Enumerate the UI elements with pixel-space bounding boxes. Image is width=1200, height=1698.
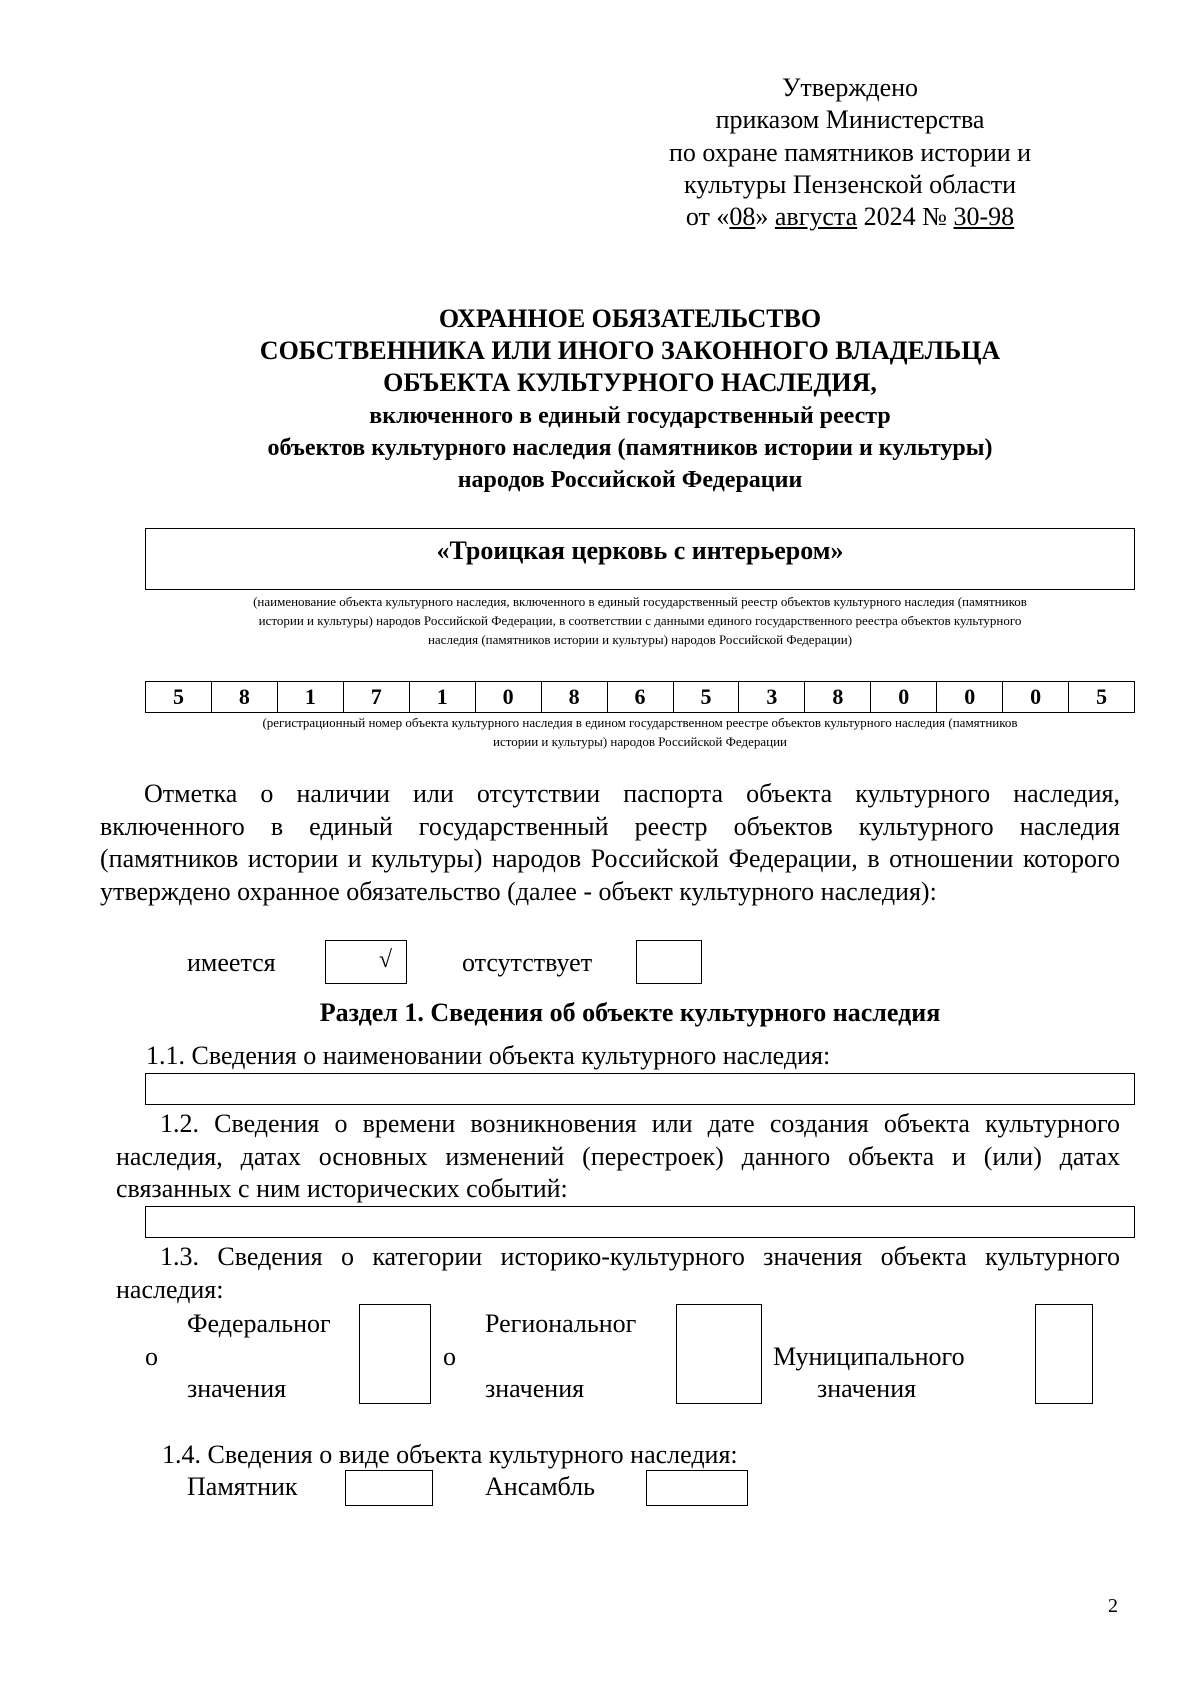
registration-number-row bbox=[145, 681, 1135, 713]
approval-date-line bbox=[600, 201, 1100, 233]
reg-digit-cell: 3 bbox=[739, 682, 805, 712]
federal-label-b: о bbox=[145, 1342, 158, 1371]
reg-digit-cell: 8 bbox=[212, 682, 278, 712]
approval-line-4: культуры Пензенской области bbox=[683, 170, 1017, 199]
approval-line-3: по охране памятников истории и bbox=[668, 138, 1032, 167]
approval-line-1: Утверждено bbox=[781, 73, 919, 102]
object-name: «Троицкая церковь с интерьером» bbox=[436, 536, 844, 565]
monument-label: Памятник bbox=[187, 1472, 298, 1501]
passport-has-label: имеется bbox=[187, 948, 276, 977]
reg-digit-cell: 0 bbox=[1003, 682, 1069, 712]
name-caption-line-3: наследия (памятников истории и культуры) народов Российской Федерации) bbox=[427, 632, 853, 647]
item-1-1-label: 1.1. Сведения о наименовании объекта культурного наследия: bbox=[146, 1041, 831, 1070]
approval-date-prefix: от « bbox=[685, 202, 730, 231]
reg-digit-cell: 5 bbox=[674, 682, 740, 712]
passport-paragraph: Отметка о наличии или отсутствии паспорта объекта культурного наследия, включенного в единый государственный реестр объектов культурного наследия (памятников истории и культуры) народов Российской Федерации, в отношении которого утверждено охранное обязательство (далее - объект культурного наследия): bbox=[100, 779, 1120, 906]
regional-checkbox[interactable] bbox=[676, 1304, 762, 1404]
page-number: 2 bbox=[1108, 1595, 1118, 1617]
approval-month: августа bbox=[774, 202, 858, 231]
approval-line-2: приказом Министерства bbox=[715, 105, 985, 134]
item-1-4-label: 1.4. Сведения о виде объекта культурного наследия: bbox=[162, 1440, 738, 1469]
reg-digit-cell: 1 bbox=[410, 682, 476, 712]
reg-digit-cell: 0 bbox=[937, 682, 1003, 712]
ensemble-checkbox[interactable] bbox=[646, 1470, 748, 1506]
ensemble-label: Ансамбль bbox=[485, 1472, 595, 1501]
item-1-1-field[interactable] bbox=[145, 1073, 1135, 1105]
reg-digit-cell: 5 bbox=[146, 682, 212, 712]
regional-label-c: значения bbox=[485, 1374, 585, 1403]
reg-digit-cell: 8 bbox=[805, 682, 871, 712]
item-1-2-label: 1.2. Сведения о времени возникновения или дате создания объекта культурного наследия, датах основных изменений (перестроек) данного объекта и (или) датах связанных с ним исторических событий: bbox=[116, 1109, 1120, 1203]
title-line-3: ОБЪЕКТА КУЛЬТУРНОГО НАСЛЕДИЯ, bbox=[383, 368, 877, 397]
name-caption-line-2: истории и культуры) народов Российской Федерации, в соответствии с данными единого государственного реестра объектов культурного bbox=[258, 613, 1022, 628]
title-line-5: объектов культурного наследия (памятников истории и культуры) bbox=[267, 435, 993, 461]
reg-digit-cell: 7 bbox=[344, 682, 410, 712]
reg-digit-cell: 1 bbox=[278, 682, 344, 712]
reg-caption-line-2: истории и культуры) народов Российской Федерации bbox=[493, 734, 787, 749]
name-caption-line-1: (наименование объекта культурного наследия, включенного в единый государственный реестр объектов культурного наследия (памятников bbox=[253, 594, 1027, 609]
item-1-2-field[interactable] bbox=[145, 1206, 1135, 1238]
federal-label-a: Федеральног bbox=[187, 1309, 331, 1338]
reg-digit-cell: 0 bbox=[871, 682, 937, 712]
checkmark-icon: √ bbox=[378, 947, 392, 973]
approval-year-part: 2024 № bbox=[857, 202, 954, 231]
federal-label-c: значения bbox=[187, 1374, 287, 1403]
section-1-title: Раздел 1. Сведения об объекте культурного наследия bbox=[319, 998, 941, 1027]
regional-label-a: Региональног bbox=[485, 1309, 637, 1338]
title-line-6: народов Российской Федерации bbox=[457, 467, 803, 493]
passport-has-checkbox[interactable] bbox=[325, 940, 407, 984]
federal-checkbox[interactable] bbox=[359, 1304, 431, 1404]
municipal-label-a: Муниципального bbox=[773, 1342, 965, 1371]
reg-digit-cell: 6 bbox=[608, 682, 674, 712]
passport-absent-label: отсутствует bbox=[462, 948, 593, 977]
title-line-4: включенного в единый государственный реестр bbox=[369, 403, 891, 429]
title-line-1: ОХРАННОЕ ОБЯЗАТЕЛЬСТВО bbox=[438, 304, 822, 333]
passport-absent-checkbox[interactable] bbox=[636, 940, 702, 984]
municipal-checkbox[interactable] bbox=[1035, 1304, 1093, 1404]
regional-label-b: о bbox=[443, 1342, 456, 1371]
reg-caption-line-1: (регистрационный номер объекта культурного наследия в едином государственном реестре объектов культурного наследия (памятников bbox=[262, 715, 1018, 730]
reg-digit-cell: 0 bbox=[476, 682, 542, 712]
item-1-3-label: 1.3. Сведения о категории историко-культурного значения объекта культурного наследия: bbox=[116, 1242, 1120, 1304]
municipal-label-b: значения bbox=[817, 1374, 917, 1403]
title-line-2: СОБСТВЕННИКА ИЛИ ИНОГО ЗАКОННОГО ВЛАДЕЛЬЦА bbox=[259, 336, 1001, 365]
monument-checkbox[interactable] bbox=[345, 1470, 433, 1506]
reg-digit-cell: 8 bbox=[542, 682, 608, 712]
approval-number: 30-98 bbox=[953, 202, 1015, 231]
object-name-box bbox=[145, 528, 1135, 590]
reg-digit-cell: 5 bbox=[1096, 684, 1108, 709]
approval-day: 08 bbox=[729, 202, 756, 231]
approval-date-mid: » bbox=[755, 202, 775, 231]
